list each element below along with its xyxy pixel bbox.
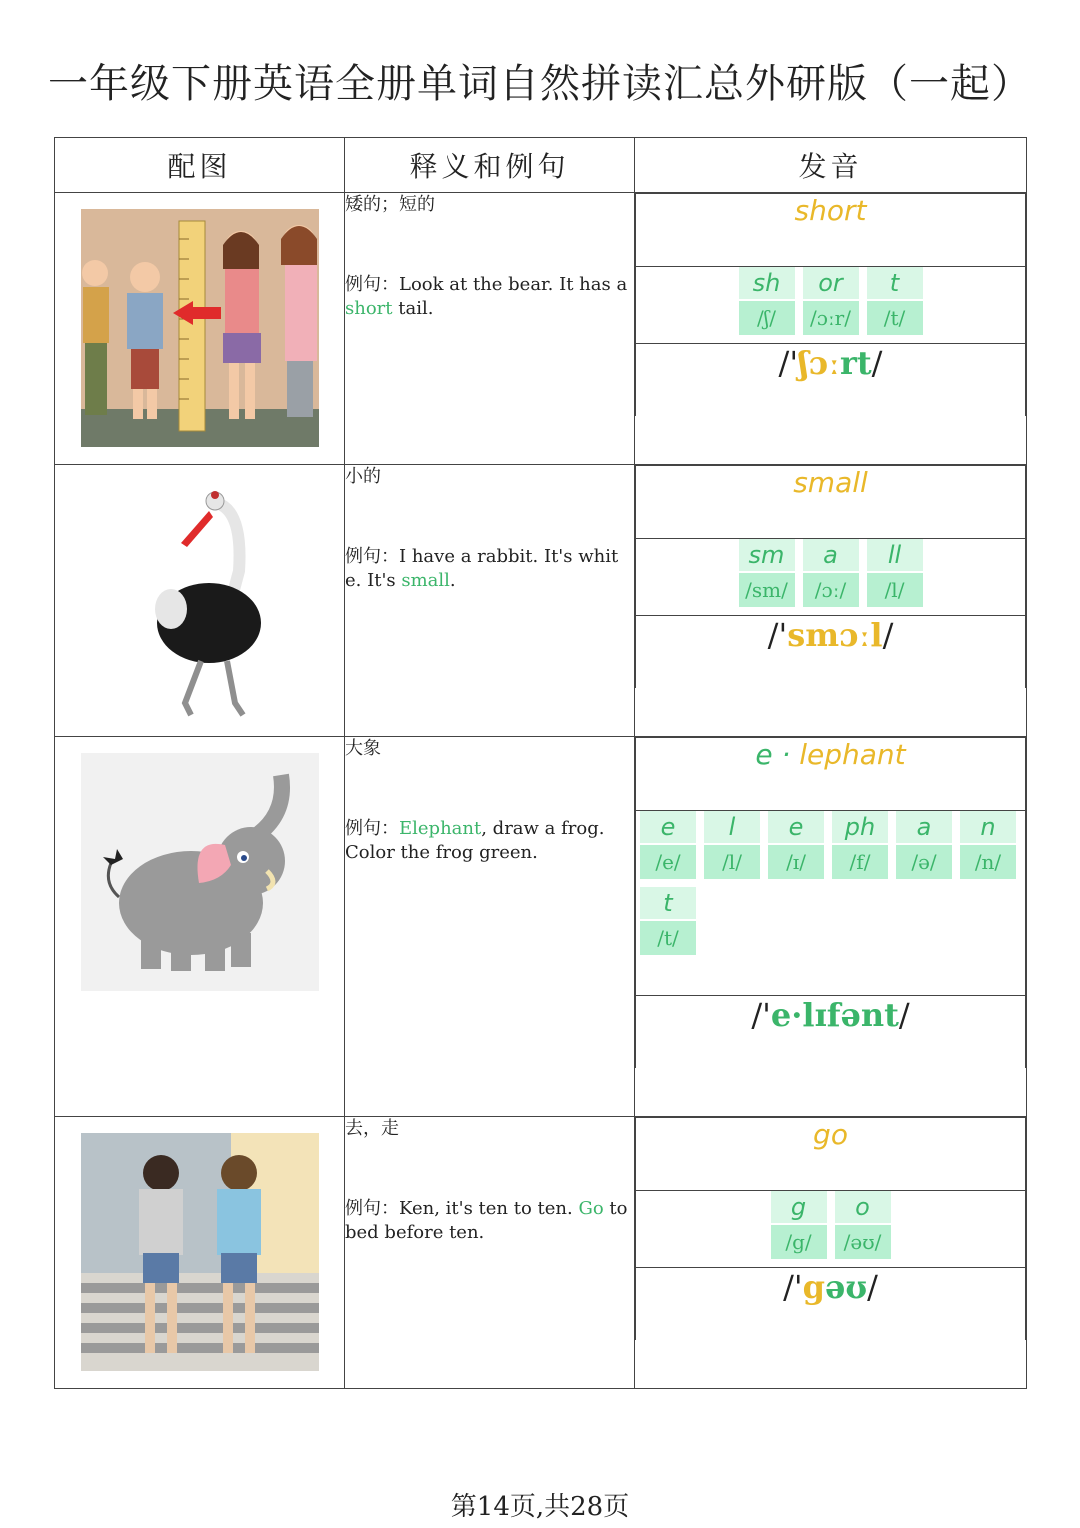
definition-cell <box>345 465 635 737</box>
example-text: I have a rabbit. It's whit e. It's <box>345 546 619 591</box>
phonics-chip: g /g/ <box>771 1191 827 1259</box>
kids-walking-picture <box>81 1133 319 1371</box>
example-sentence <box>345 273 634 321</box>
table-row <box>55 193 1027 465</box>
spelled-word: go <box>636 1118 1026 1191</box>
example-label: 例句： <box>345 818 399 839</box>
example-text: to bed before ten. <box>345 1198 628 1243</box>
example-sentence <box>345 817 634 865</box>
phonics-chip: a /ə/ <box>896 811 952 879</box>
elephant-picture <box>81 753 319 991</box>
table-header-row <box>55 138 1027 193</box>
phonics-chips <box>636 811 1025 955</box>
vocabulary-table <box>54 137 1027 1389</box>
table-row <box>55 465 1027 737</box>
pronunciation-cell <box>635 193 1027 465</box>
definition-cell <box>345 1117 635 1389</box>
example-sentence <box>345 1197 634 1245</box>
picture-cell <box>55 465 345 737</box>
example-text: Look at the bear. It has a <box>399 274 628 295</box>
example-keyword: small <box>401 570 450 591</box>
header-picture: 配图 <box>55 138 345 193</box>
pronunciation-cell <box>635 1117 1027 1389</box>
example-text: tail. <box>392 298 434 319</box>
example-label: 例句： <box>345 274 399 295</box>
phonics-chip: t /t/ <box>640 887 696 955</box>
phonics-chip: ph /f/ <box>832 811 888 879</box>
picture-cell <box>55 1117 345 1389</box>
example-label: 例句： <box>345 1198 399 1219</box>
header-meaning: 释义和例句 <box>345 138 635 193</box>
phonics-chips <box>636 1191 1025 1259</box>
pronunciation-cell <box>635 737 1027 1117</box>
phonics-chips <box>636 267 1025 335</box>
meaning-text: 小的 <box>345 466 381 487</box>
meaning-text: 去，走 <box>345 1118 399 1139</box>
table-row <box>55 737 1027 1117</box>
example-label: 例句： <box>345 546 399 567</box>
short-kids-picture <box>81 209 319 447</box>
meaning-text: 大象 <box>345 738 381 759</box>
example-keyword: Elephant <box>399 818 482 839</box>
ipa-transcription: /'gəʊ/ <box>636 1268 1026 1341</box>
example-text: , draw a frog. Color the frog green. <box>345 818 605 863</box>
phonics-chip: or /ɔːr/ <box>803 267 859 335</box>
definition-cell <box>345 193 635 465</box>
spelled-word: e · lephant <box>636 738 1026 811</box>
ipa-transcription: /'e·lɪfənt/ <box>636 996 1026 1069</box>
picture-cell <box>55 193 345 465</box>
phonics-chip: n /n/ <box>960 811 1016 879</box>
page-title: 一年级下册英语全册单词自然拼读汇总外研版（一起） <box>48 61 1032 107</box>
example-text: Ken, it's ten to ten. <box>399 1198 579 1219</box>
table-row <box>55 1117 1027 1389</box>
meaning-text: 矮的；短的 <box>345 194 435 215</box>
ipa-transcription: /'smɔːl/ <box>636 616 1026 689</box>
phonics-chip: e /e/ <box>640 811 696 879</box>
phonics-chip: l /l/ <box>704 811 760 879</box>
spelled-word: small <box>636 466 1026 539</box>
ostrich-picture <box>81 481 319 719</box>
phonics-chip: e /ɪ/ <box>768 811 824 879</box>
example-keyword: Go <box>578 1198 604 1219</box>
phonics-chip: sm /sm/ <box>739 539 795 607</box>
picture-cell <box>55 737 345 1117</box>
pronunciation-cell <box>635 465 1027 737</box>
example-keyword: short <box>345 298 393 319</box>
example-sentence <box>345 545 634 593</box>
header-pronunciation: 发音 <box>635 138 1027 193</box>
phonics-chip: o /əʊ/ <box>835 1191 891 1259</box>
phonics-chips <box>636 539 1025 607</box>
ipa-transcription: /'ʃɔːrt/ <box>636 344 1026 417</box>
definition-cell <box>345 737 635 1117</box>
phonics-chip: ll /l/ <box>867 539 923 607</box>
phonics-chip: t /t/ <box>867 267 923 335</box>
phonics-chip: sh /ʃ/ <box>739 267 795 335</box>
page-number: 第14页,共28页 <box>450 1492 630 1522</box>
phonics-chip: a /ɔː/ <box>803 539 859 607</box>
spelled-word: short <box>636 194 1026 267</box>
example-text: . <box>449 570 456 591</box>
